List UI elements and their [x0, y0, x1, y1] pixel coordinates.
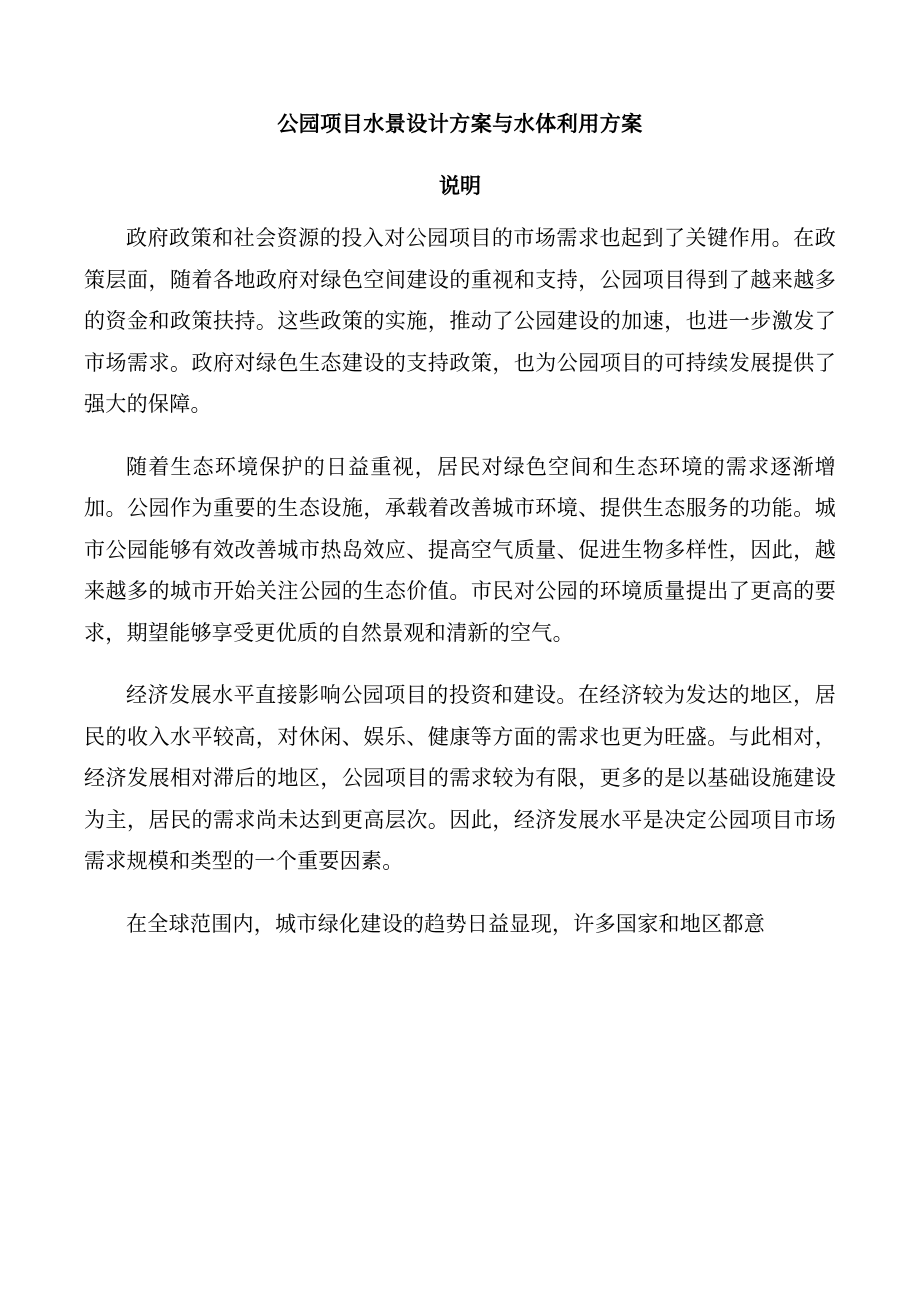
paragraph-4: 在全球范围内，城市绿化建设的趋势日益显现，许多国家和地区都意	[126, 911, 765, 936]
document-body	[84, 218, 836, 966]
paragraph-1: 政府政策和社会资源的投入对公园项目的市场需求也起到了关键作用。在政策层面，随着各地政府对绿色空间建设的重视和支持，公园项目得到了越来越多的资金和政策扶持。这些政策的实施，推动了公园建设的加速，也进一步激发了市场需求。政府对绿色生态建设的支持政策，也为公园项目的可持续发展提供了强大的保障。	[84, 226, 836, 416]
paragraph-3: 经济发展水平直接影响公园项目的投资和建设。在经济较为发达的地区，居民的收入水平较高，对休闲、娱乐、健康等方面的需求也更为旺盛。与此相对，经济发展相对滞后的地区，公园项目的需求较为有限，更多的是以基础设施建设为主，居民的需求尚未达到更高层次。因此，经济发展水平是决定公园项目市场需求规模和类型的一个重要因素。	[84, 683, 836, 873]
document-title: 公园项目水景设计方案与水体利用方案	[277, 111, 643, 136]
paragraph-2: 随着生态环境保护的日益重视，居民对绿色空间和生态环境的需求逐渐增加。公园作为重要的生态设施，承载着改善城市环境、提供生态服务的功能。城市公园能够有效改善城市热岛效应、提高空气质量、促进生物多样性，因此，越来越多的城市开始关注公园的生态价值。市民对公园的环境质量提出了更高的要求，期望能够享受更优质的自然景观和清新的空气。	[84, 454, 836, 645]
section-heading: 说明	[439, 173, 481, 198]
